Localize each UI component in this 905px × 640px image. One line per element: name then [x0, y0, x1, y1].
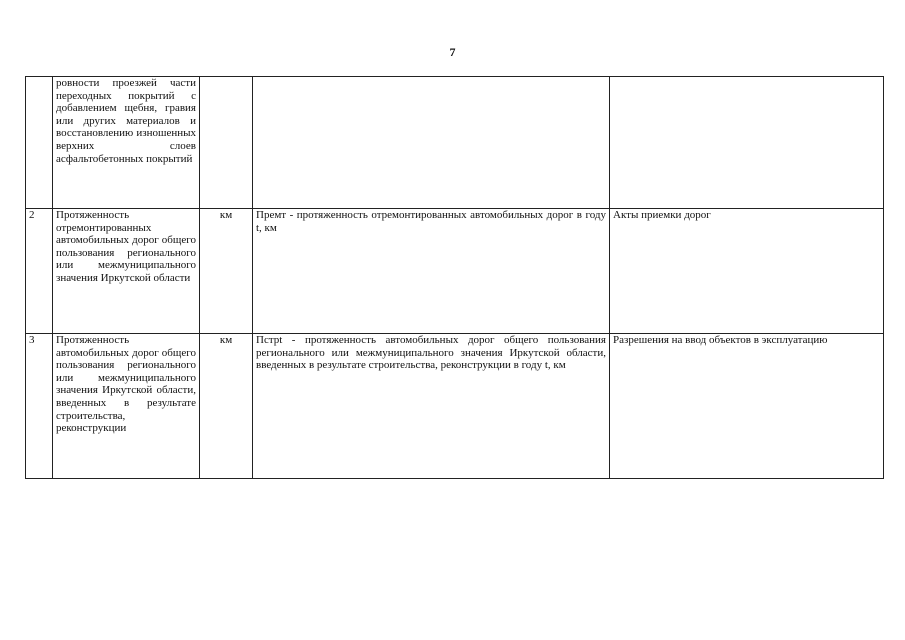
source-cell: Разрешения на ввод объектов в эксплуатацию	[610, 334, 884, 479]
unit-cell: км	[200, 334, 253, 479]
source-cell: Акты приемки дорог	[610, 209, 884, 334]
table-row	[26, 209, 884, 334]
row-number-cell: 3	[26, 334, 53, 479]
indicator-name-cell: Протяженность автомобильных дорог общего пользования регионального или межмуниципального значения Иркутской области, введенных в результате строительства, реконструкции	[53, 334, 200, 479]
table-row	[26, 77, 884, 209]
indicator-name-cell: ровности проезжей части переходных покрытий с добавлением щебня, гравия или других материалов и восстановлению изношенных верхних слоев асфальтобетонных покрытий	[53, 77, 200, 209]
formula-cell: Премт - протяженность отремонтированных автомобильных дорог в году t, км	[253, 209, 610, 334]
formula-cell	[253, 77, 610, 209]
indicator-name-cell: Протяженность отремонтированных автомобильных дорог общего пользования регионального или межмуниципального значения Иркутской области	[53, 209, 200, 334]
row-number-cell	[26, 77, 53, 209]
table-row	[26, 334, 884, 479]
unit-cell	[200, 77, 253, 209]
indicators-table	[25, 76, 884, 479]
formula-cell: Пстрt - протяженность автомобильных дорог общего пользования регионального или межмуниципального значения Иркутской области, введенных в результате строительства, реконструкции в году t, км	[253, 334, 610, 479]
unit-cell: км	[200, 209, 253, 334]
page-number: 7	[449, 45, 456, 59]
row-number-cell: 2	[26, 209, 53, 334]
source-cell	[610, 77, 884, 209]
